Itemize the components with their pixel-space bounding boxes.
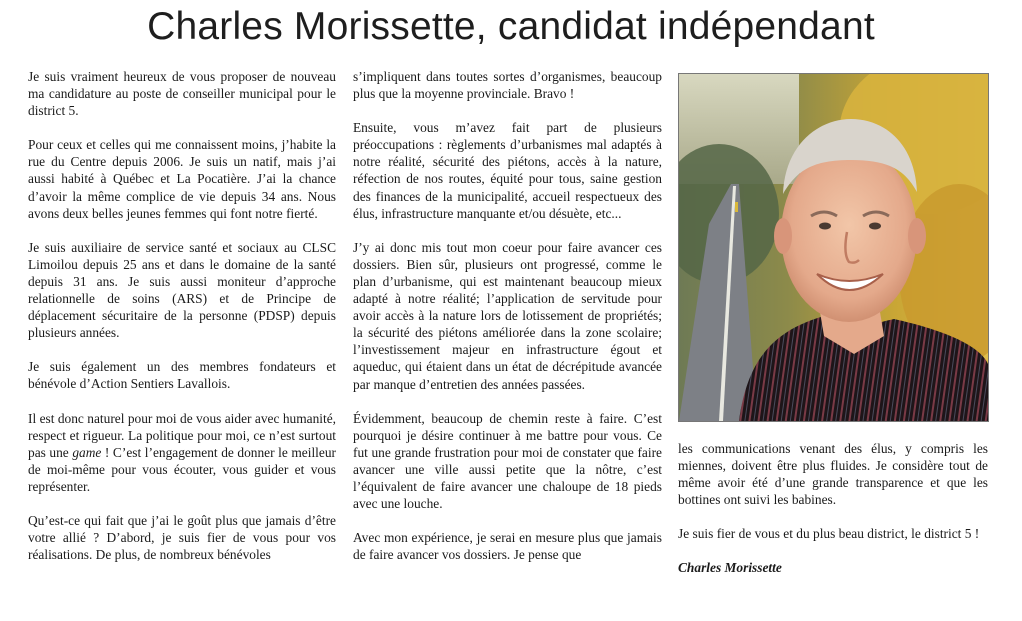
author-signature: Charles Morissette bbox=[678, 560, 782, 576]
paragraph-commitment bbox=[28, 410, 336, 495]
article-title: Charles Morissette, candidat indépendant bbox=[147, 5, 875, 48]
article-column-3 bbox=[678, 440, 988, 594]
paragraph-communications: les communications venant des élus, y compris les miennes, doivent être plus fluides. Je considère tout de même avoir été d’une grande transparence et que les bottines ont suivi les babines. bbox=[678, 441, 988, 508]
paragraph-progress: J’y ai donc mis tout mon coeur pour faire avancer ces dossiers. Bien sûr, plusieurs ont progressé, comme le plan d’urbanisme, qui est maintenant beaucoup mieux adapté à notre réalité; l’application de servitude pour avoir accès à la nature lors de lotissement de propriétés; la sécurité des piétons améliorée dans la zone scolaire; l’investissement majeur en infrastructure égout et aqueduc, qui étaient dans un état de décrépitude avancée par manque d’entretien des années passées. bbox=[353, 239, 662, 392]
candidate-portrait-illustration bbox=[679, 74, 988, 421]
paragraph-volunteer: Je suis également un des membres fondateurs et bénévole d’Action Sentiers Lavallois. bbox=[28, 359, 336, 392]
paragraph-concerns: Ensuite, vous m’avez fait part de plusieurs préoccupations : règlements d’urbanismes mal adaptés à notre réalité, sécurité des piétons, accès à la nature, réfection de nos routes, équité pour tous, saine gestion des finances de la municipalité, accueil respectueux des élus, infrastructure manquante et/ou désuète, etc... bbox=[353, 120, 662, 221]
paragraph-experience: Avec mon expérience, je serai en mesure plus que jamais de faire avancer vos dossiers. Je pense que bbox=[353, 530, 662, 563]
article-column-2 bbox=[353, 68, 662, 580]
paragraph-organisms: s’impliquent dans toutes sortes d’organismes, beaucoup plus que la moyenne provinciale. Bravo ! bbox=[353, 69, 662, 102]
paragraph-challenges: Évidemment, beaucoup de chemin reste à faire. C’est pourquoi je désire continuer à me battre pour vous. Ce fut une grande frustration pour moi de constater que faire avancer une ville aussi petite que la nôtre, c’est l’équivalent de faire avancer une chaloupe de 18 pieds avec une louche. bbox=[353, 410, 662, 512]
paragraph-pride: Je suis fier de vous et du plus beau district, le district 5 ! bbox=[678, 526, 980, 542]
paragraph-motivation: Qu’est-ce qui fait que j’ai le goût plus que jamais d’être votre allié ? D’abord, je suis fier de vous pour vos réalisations. De plus, de nombreux bénévoles bbox=[28, 512, 336, 563]
paragraph-intro: Je suis vraiment heureux de vous proposer de nouveau ma candidature au poste de conseiller municipal pour le district 5. bbox=[28, 69, 336, 119]
commitment-text-end: ! C’est l’engagement de donner le meilleur de moi-même pour vous écouter, vous guider et vous représenter. bbox=[28, 444, 336, 494]
candidate-photo bbox=[678, 73, 989, 422]
paragraph-career: Je suis auxiliaire de service santé et sociaux au CLSC Limoilou depuis 25 ans et dans le domaine de la santé depuis 31 ans. Je suis aussi moniteur d’approche relationnelle de soins (ARS) et de Principe de déplacement sécuritaire de la personne (PDSP) depuis plusieurs années. bbox=[28, 239, 336, 341]
paragraph-background: Pour ceux et celles qui me connaissent moins, j’habite la rue du Centre depuis 2006. Je suis un natif, mais j’ai aussi habité à Québec et La Pocatière. J’ai la chance d’avoir la même complice de vie depuis 34 ans. Nous avons deux belles jeunes femmes qui font notre fierté. bbox=[28, 137, 336, 221]
commitment-text-start: Il est donc naturel pour moi de vous aider avec humanité, respect et rigueur. La politique pour moi, ce n’est surtout pas une bbox=[28, 410, 336, 460]
article-column-1 bbox=[28, 68, 336, 580]
commitment-emphasis: game bbox=[72, 444, 102, 460]
